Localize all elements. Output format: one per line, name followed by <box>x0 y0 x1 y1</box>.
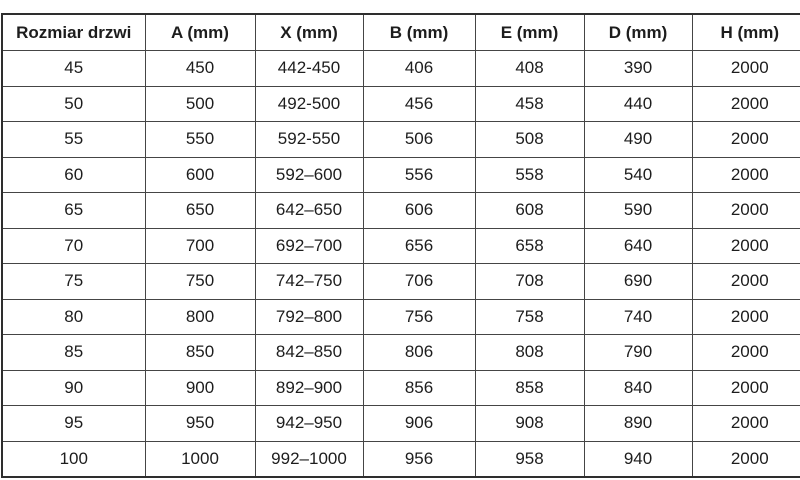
table-cell: 692–700 <box>255 228 363 264</box>
header-row <box>2 14 800 51</box>
table-cell: 450 <box>145 51 255 87</box>
table-row <box>2 51 800 87</box>
table-row <box>2 370 800 406</box>
table-cell: 2000 <box>692 264 800 300</box>
table-cell: 606 <box>363 193 475 229</box>
table-row <box>2 86 800 122</box>
column-header-d-mm: D (mm) <box>584 14 692 51</box>
table-cell: 942–950 <box>255 406 363 442</box>
table-cell: 792–800 <box>255 299 363 335</box>
table-cell: 456 <box>363 86 475 122</box>
table-cell: 492-500 <box>255 86 363 122</box>
table-cell: 55 <box>2 122 145 158</box>
table-cell: 556 <box>363 157 475 193</box>
table-cell: 2000 <box>692 335 800 371</box>
table-cell: 742–750 <box>255 264 363 300</box>
table-cell: 740 <box>584 299 692 335</box>
table-cell: 892–900 <box>255 370 363 406</box>
table-cell: 2000 <box>692 406 800 442</box>
table-cell: 700 <box>145 228 255 264</box>
table-cell: 506 <box>363 122 475 158</box>
table-cell: 842–850 <box>255 335 363 371</box>
table-cell: 592-550 <box>255 122 363 158</box>
table-cell: 2000 <box>692 441 800 477</box>
table-cell: 2000 <box>692 370 800 406</box>
table-cell: 1000 <box>145 441 255 477</box>
table-cell: 950 <box>145 406 255 442</box>
table-cell: 856 <box>363 370 475 406</box>
table-cell: 408 <box>475 51 584 87</box>
table-cell: 2000 <box>692 193 800 229</box>
table-cell: 750 <box>145 264 255 300</box>
table-cell: 608 <box>475 193 584 229</box>
table-cell: 858 <box>475 370 584 406</box>
table-cell: 690 <box>584 264 692 300</box>
table-cell: 806 <box>363 335 475 371</box>
table-cell: 458 <box>475 86 584 122</box>
table-body <box>2 51 800 478</box>
table-cell: 706 <box>363 264 475 300</box>
table-cell: 508 <box>475 122 584 158</box>
table-cell: 60 <box>2 157 145 193</box>
column-header-h-mm: H (mm) <box>692 14 800 51</box>
table-cell: 758 <box>475 299 584 335</box>
table-row <box>2 228 800 264</box>
column-header-b-mm: B (mm) <box>363 14 475 51</box>
table-cell: 2000 <box>692 86 800 122</box>
table-cell: 100 <box>2 441 145 477</box>
table-cell: 540 <box>584 157 692 193</box>
table-cell: 50 <box>2 86 145 122</box>
table-cell: 558 <box>475 157 584 193</box>
table-cell: 70 <box>2 228 145 264</box>
table-cell: 90 <box>2 370 145 406</box>
table-cell: 640 <box>584 228 692 264</box>
table-cell: 890 <box>584 406 692 442</box>
table-cell: 600 <box>145 157 255 193</box>
table-cell: 908 <box>475 406 584 442</box>
table-cell: 75 <box>2 264 145 300</box>
table-row <box>2 335 800 371</box>
table-cell: 658 <box>475 228 584 264</box>
table-cell: 85 <box>2 335 145 371</box>
column-header-e-mm: E (mm) <box>475 14 584 51</box>
table-cell: 2000 <box>692 157 800 193</box>
table-cell: 45 <box>2 51 145 87</box>
table-cell: 490 <box>584 122 692 158</box>
column-header-a-mm: A (mm) <box>145 14 255 51</box>
table-cell: 406 <box>363 51 475 87</box>
table-cell: 708 <box>475 264 584 300</box>
table-cell: 840 <box>584 370 692 406</box>
table-row <box>2 299 800 335</box>
door-dimensions-table <box>1 13 800 478</box>
column-header-rozmiar-drzwi: Rozmiar drzwi <box>2 14 145 51</box>
table-cell: 800 <box>145 299 255 335</box>
table-cell: 65 <box>2 193 145 229</box>
table-cell: 2000 <box>692 228 800 264</box>
table-cell: 95 <box>2 406 145 442</box>
table-row <box>2 264 800 300</box>
table-cell: 656 <box>363 228 475 264</box>
table-cell: 808 <box>475 335 584 371</box>
table-cell: 590 <box>584 193 692 229</box>
table-cell: 2000 <box>692 51 800 87</box>
table-cell: 756 <box>363 299 475 335</box>
table-cell: 440 <box>584 86 692 122</box>
table-cell: 2000 <box>692 299 800 335</box>
table-cell: 790 <box>584 335 692 371</box>
table-cell: 80 <box>2 299 145 335</box>
table-cell: 900 <box>145 370 255 406</box>
table-cell: 958 <box>475 441 584 477</box>
table-cell: 550 <box>145 122 255 158</box>
table-cell: 650 <box>145 193 255 229</box>
table-cell: 642–650 <box>255 193 363 229</box>
table-row <box>2 157 800 193</box>
table-row <box>2 441 800 477</box>
table-cell: 500 <box>145 86 255 122</box>
table-cell: 940 <box>584 441 692 477</box>
table-row <box>2 193 800 229</box>
column-header-x-mm: X (mm) <box>255 14 363 51</box>
table-cell: 906 <box>363 406 475 442</box>
table-row <box>2 406 800 442</box>
table-cell: 390 <box>584 51 692 87</box>
table-cell: 956 <box>363 441 475 477</box>
table-cell: 2000 <box>692 122 800 158</box>
table-cell: 850 <box>145 335 255 371</box>
table-cell: 442-450 <box>255 51 363 87</box>
table-cell: 992–1000 <box>255 441 363 477</box>
table-cell: 592–600 <box>255 157 363 193</box>
table-row <box>2 122 800 158</box>
